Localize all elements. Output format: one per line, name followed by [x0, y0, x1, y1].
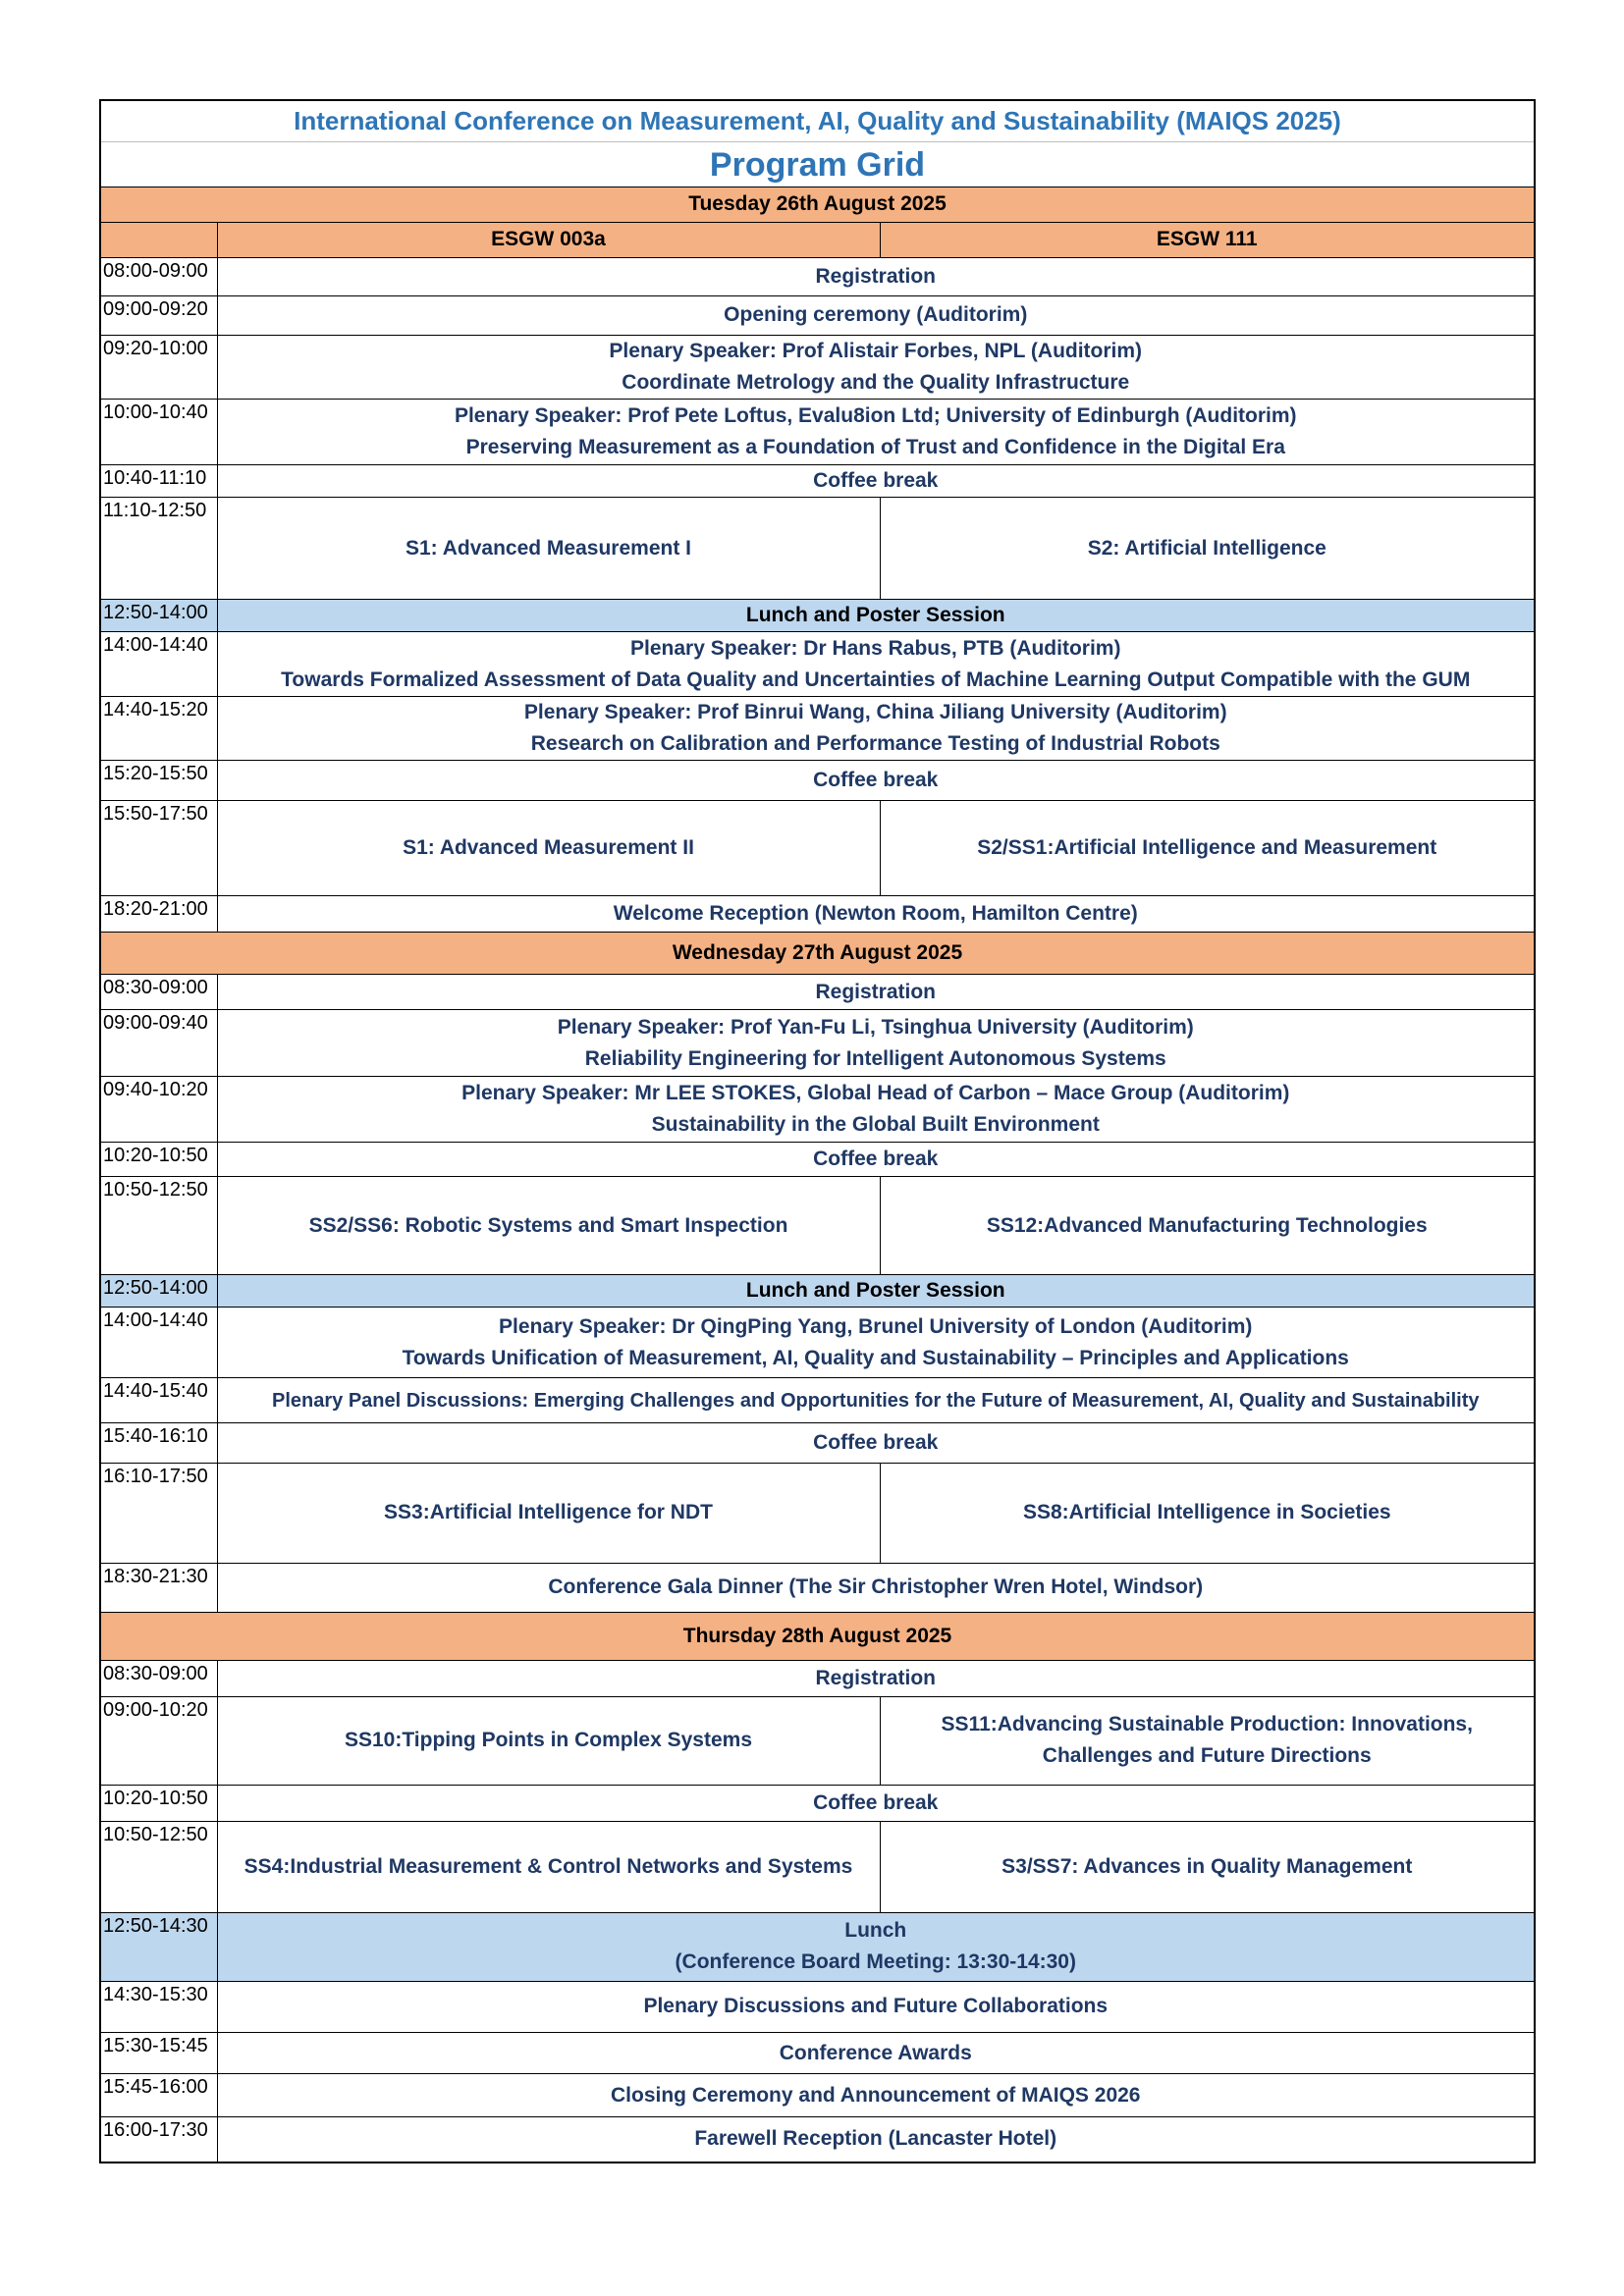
talk-title: Coordinate Metrology and the Quality Infrastructure: [622, 370, 1130, 394]
speaker-line: Plenary Speaker: Prof Binrui Wang, China Jiliang University (Auditorim): [523, 701, 1227, 724]
page-title: Program Grid: [100, 141, 1535, 187]
talk-title: Research on Calibration and Performance Testing of Industrial Robots: [530, 732, 1220, 756]
session-room-a: SS4:Industrial Measurement & Control Networks and Systems: [217, 1822, 880, 1913]
session-cell: Registration: [217, 257, 1535, 295]
session-room-b: SS12:Advanced Manufacturing Technologies: [880, 1177, 1535, 1275]
session-cell: Conference Gala Dinner (The Sir Christopher Wren Hotel, Windsor): [217, 1563, 1535, 1612]
session-room-b: SS8:Artificial Intelligence in Societies: [880, 1463, 1535, 1563]
session-cell: Welcome Reception (Newton Room, Hamilton Centre): [217, 895, 1535, 932]
room-header-b: ESGW 111: [880, 222, 1535, 257]
plenary-cell: [217, 1308, 1535, 1378]
day-header-wednesday: Wednesday 27th August 2025: [100, 933, 1535, 975]
speaker-line: Plenary Speaker: Dr Hans Rabus, PTB (Auditorim): [630, 636, 1121, 660]
time-cell: 14:40-15:40: [100, 1378, 217, 1423]
time-cell: 14:00-14:40: [100, 632, 217, 697]
session-cell: Registration: [217, 975, 1535, 1009]
coffee-break-cell: Coffee break: [217, 1423, 1535, 1463]
session-cell: Registration: [217, 1660, 1535, 1696]
time-cell: 16:00-17:30: [100, 2116, 217, 2163]
time-cell: 15:50-17:50: [100, 800, 217, 895]
session-line: Challenges and Future Directions: [1042, 1744, 1372, 1768]
coffee-break-cell: Coffee break: [217, 1785, 1535, 1821]
day-header-tuesday: Tuesday 26th August 2025: [100, 187, 1535, 222]
coffee-break-cell: Coffee break: [217, 761, 1535, 800]
time-cell: 15:45-16:00: [100, 2074, 217, 2116]
time-cell: 16:10-17:50: [100, 1463, 217, 1563]
session-room-a: SS2/SS6: Robotic Systems and Smart Inspection: [217, 1177, 880, 1275]
speaker-line: Plenary Speaker: Prof Alistair Forbes, NPL (Auditorim): [609, 339, 1143, 362]
plenary-cell: [217, 632, 1535, 697]
time-cell: 15:30-15:45: [100, 2033, 217, 2074]
time-cell: 12:50-14:30: [100, 1912, 217, 1981]
session-room-b: S2: Artificial Intelligence: [880, 498, 1535, 600]
room-header-blank: [100, 222, 217, 257]
speaker-line: Plenary Speaker: Dr QingPing Yang, Brunel University of London (Auditorim): [499, 1314, 1253, 1338]
talk-title: Towards Formalized Assessment of Data Quality and Uncertainties of Machine Learning Output Compatible with the GUM: [281, 667, 1471, 691]
time-cell: 11:10-12:50: [100, 498, 217, 600]
session-room-a: S1: Advanced Measurement I: [217, 498, 880, 600]
plenary-cell: [217, 1077, 1535, 1143]
lunch-cell: Lunch and Poster Session: [217, 1275, 1535, 1308]
time-cell: 09:40-10:20: [100, 1077, 217, 1143]
time-cell: 10:00-10:40: [100, 400, 217, 465]
time-cell: 09:00-09:40: [100, 1009, 217, 1077]
session-cell: Conference Awards: [217, 2033, 1535, 2074]
time-cell: 08:30-09:00: [100, 975, 217, 1009]
session-line: SS11:Advancing Sustainable Production: Innovations,: [941, 1713, 1473, 1736]
speaker-line: Plenary Speaker: Mr LEE STOKES, Global Head of Carbon – Mace Group (Auditorim): [461, 1082, 1290, 1105]
lunch-label: Lunch: [844, 1919, 907, 1943]
time-cell: 10:20-10:50: [100, 1142, 217, 1176]
time-cell: 10:50-12:50: [100, 1177, 217, 1275]
time-cell: 14:00-14:40: [100, 1308, 217, 1378]
session-cell: Closing Ceremony and Announcement of MAIQS 2026: [217, 2074, 1535, 2116]
talk-title: Towards Unification of Measurement, AI, Quality and Sustainability – Principles and Applications: [402, 1346, 1349, 1369]
time-cell: 10:20-10:50: [100, 1785, 217, 1821]
session-room-a: SS10:Tipping Points in Complex Systems: [217, 1696, 880, 1785]
talk-title: Reliability Engineering for Intelligent Autonomous Systems: [584, 1046, 1166, 1070]
coffee-break-cell: Coffee break: [217, 464, 1535, 497]
talk-title: Sustainability in the Global Built Environment: [651, 1113, 1100, 1137]
board-meeting-note: (Conference Board Meeting: 13:30-14:30): [675, 1950, 1076, 1974]
time-cell: 12:50-14:00: [100, 600, 217, 632]
speaker-line: Plenary Speaker: Prof Yan-Fu Li, Tsinghua University (Auditorim): [557, 1015, 1194, 1039]
plenary-cell: [217, 335, 1535, 400]
time-cell: 09:00-10:20: [100, 1696, 217, 1785]
time-cell: 08:30-09:00: [100, 1660, 217, 1696]
lunch-cell: [217, 1912, 1535, 1981]
day-header-thursday: Thursday 28th August 2025: [100, 1613, 1535, 1660]
time-cell: 14:30-15:30: [100, 1981, 217, 2032]
room-header-a: ESGW 003a: [217, 222, 880, 257]
time-cell: 12:50-14:00: [100, 1275, 217, 1308]
speaker-line: Plenary Speaker: Prof Pete Loftus, Evalu8ion Ltd; University of Edinburgh (Auditorim): [454, 403, 1297, 427]
session-room-a: S1: Advanced Measurement II: [217, 800, 880, 895]
plenary-cell: [217, 400, 1535, 465]
time-cell: 10:40-11:10: [100, 464, 217, 497]
time-cell: 09:00-09:20: [100, 296, 217, 335]
time-cell: 18:30-21:30: [100, 1563, 217, 1612]
talk-title: Preserving Measurement as a Foundation of Trust and Confidence in the Digital Era: [465, 435, 1285, 458]
plenary-cell: [217, 1009, 1535, 1077]
program-grid: [99, 99, 1536, 2163]
session-room-b: S2/SS1:Artificial Intelligence and Measurement: [880, 800, 1535, 895]
time-cell: 15:40-16:10: [100, 1423, 217, 1463]
session-room-b: S3/SS7: Advances in Quality Management: [880, 1822, 1535, 1913]
coffee-break-cell: Coffee break: [217, 1142, 1535, 1176]
time-cell: 08:00-09:00: [100, 257, 217, 295]
session-cell: Opening ceremony (Auditorim): [217, 296, 1535, 335]
plenary-cell: [217, 696, 1535, 761]
time-cell: 09:20-10:00: [100, 335, 217, 400]
time-cell: 14:40-15:20: [100, 696, 217, 761]
lunch-cell: Lunch and Poster Session: [217, 600, 1535, 632]
session-cell: Plenary Discussions and Future Collaborations: [217, 1981, 1535, 2032]
session-room-a: SS3:Artificial Intelligence for NDT: [217, 1463, 880, 1563]
time-cell: 15:20-15:50: [100, 761, 217, 800]
time-cell: 18:20-21:00: [100, 895, 217, 932]
session-cell: Farewell Reception (Lancaster Hotel): [217, 2116, 1535, 2163]
session-room-b: [880, 1696, 1535, 1785]
panel-cell: Plenary Panel Discussions: Emerging Challenges and Opportunities for the Future of Measurement, AI, Quality and Sustainability: [217, 1378, 1535, 1423]
time-cell: 10:50-12:50: [100, 1822, 217, 1913]
conference-title: International Conference on Measurement, AI, Quality and Sustainability (MAIQS 2025): [100, 100, 1535, 141]
